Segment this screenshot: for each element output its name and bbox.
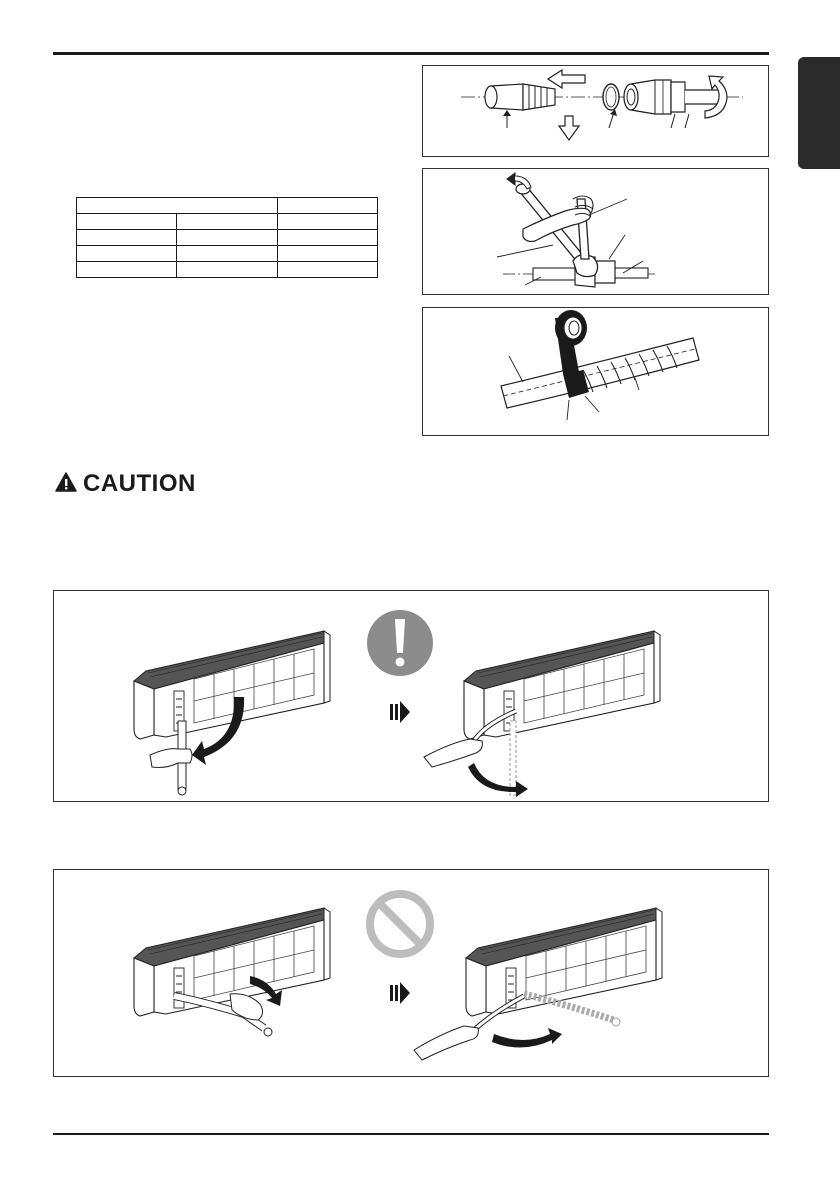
table-row — [77, 246, 378, 262]
wrench-tightening-figure — [422, 168, 769, 295]
table-cell — [277, 246, 377, 262]
table-header-cell — [277, 198, 377, 214]
table-cell — [177, 230, 277, 246]
caution-heading — [55, 470, 196, 498]
flare-nut-figure — [422, 65, 769, 157]
open-arrow-down-icon — [559, 116, 579, 140]
table-cell — [177, 262, 277, 278]
table-cell — [277, 262, 377, 278]
prohibited-bending-figure — [53, 869, 769, 1077]
torque-table — [76, 197, 378, 278]
exclamation-circle-icon — [367, 610, 433, 676]
table-cell — [77, 214, 177, 230]
header-rule — [53, 52, 769, 55]
step-arrow-icon — [390, 701, 410, 723]
table-row — [77, 230, 378, 246]
table-row — [77, 214, 378, 230]
insulation-taping-figure — [422, 307, 769, 436]
footer-rule — [53, 1133, 769, 1135]
step-arrow-icon — [390, 982, 410, 1004]
table-cell — [177, 214, 277, 230]
correct-bending-figure — [53, 590, 769, 802]
warning-triangle-icon — [55, 472, 77, 497]
table-cell — [277, 230, 377, 246]
table-cell — [277, 214, 377, 230]
table-cell — [77, 246, 177, 262]
table-row — [77, 198, 378, 214]
language-tab — [798, 57, 840, 169]
prohibition-icon — [370, 894, 430, 954]
open-arrow-left-icon — [548, 70, 585, 88]
table-cell — [77, 230, 177, 246]
table-cell — [77, 262, 177, 278]
caution-label: CAUTION — [83, 470, 196, 497]
table-cell — [177, 246, 277, 262]
table-header-cell — [77, 198, 278, 214]
table-row — [77, 262, 378, 278]
